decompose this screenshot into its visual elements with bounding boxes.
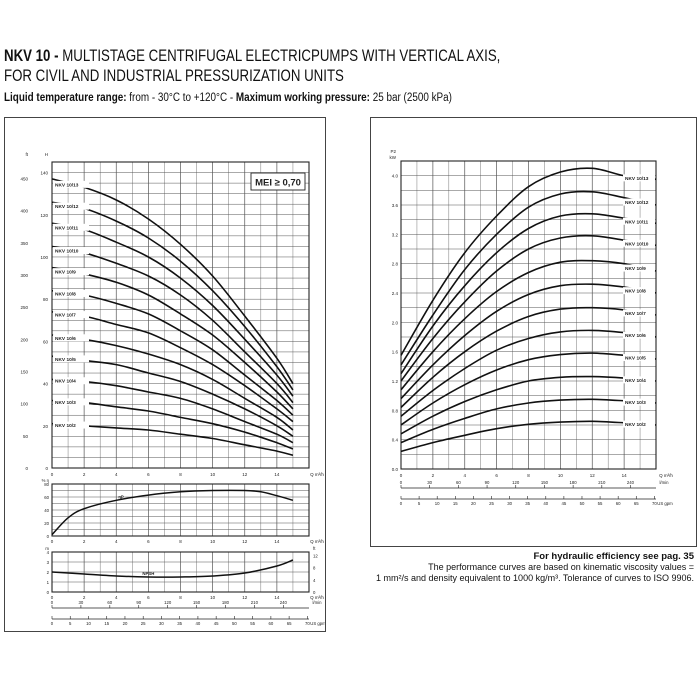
head-x-tick: 12 (242, 472, 248, 477)
head-y-tick: 140 (40, 170, 48, 176)
lmin-tick: 30 (427, 480, 433, 485)
usgpm-tick: 30 (507, 501, 512, 506)
head-ft-tick: 150 (20, 369, 28, 375)
head-ft-tick: 300 (20, 273, 28, 279)
head-x-label: Q m³/h (310, 472, 324, 477)
npsh-y-tick: 4 (46, 550, 49, 555)
npsh-x-tick: 8 (179, 595, 182, 600)
npsh-y-tick: 3 (46, 560, 49, 565)
efficiency-reference: For hydraulic efficiency see pag. 35 (533, 551, 694, 562)
power-y-tick: 0.8 (391, 408, 398, 414)
power-y-tick: 0.4 (391, 437, 398, 443)
head-ft-tick: 250 (20, 305, 28, 311)
npsh-x-tick: 2 (82, 595, 86, 600)
power-y-tick: 3.6 (391, 203, 398, 208)
eff-x-tick: 14 (274, 539, 280, 544)
power-x-label: Q m³/h (659, 473, 673, 478)
usgpm-tick: 5 (417, 501, 421, 506)
power-y-tick: 4.0 (391, 173, 398, 179)
lmin-tick: 240 (626, 480, 635, 485)
lmin-tick: 90 (136, 600, 142, 605)
npsh-y-tick: 2 (46, 570, 49, 575)
npsh-series-label: NPSH (142, 571, 155, 576)
power-x-tick: 4 (463, 473, 467, 478)
head-series-label: NKV 10/11 (55, 226, 79, 232)
power-y-tick: 1.2 (391, 379, 398, 384)
lmin-tick: 180 (221, 600, 230, 605)
power-series-label: NKV 10/2 (625, 423, 646, 429)
usgpm-unit: US gpm (310, 621, 325, 626)
npsh-x-tick: 0 (50, 595, 54, 600)
power-x-tick: 0 (399, 473, 403, 478)
eff-y-tick: 0 (46, 534, 49, 539)
power-x-tick: 12 (589, 473, 595, 478)
eff-x-tick: 0 (50, 539, 54, 544)
eff-x-tick: 12 (242, 539, 248, 544)
notes-block (376, 551, 694, 584)
eff-x-tick: 6 (147, 539, 150, 544)
usgpm-tick: 65 (286, 621, 292, 626)
usgpm-tick: 35 (177, 621, 183, 626)
head-series-label: NKV 10/2 (55, 424, 76, 430)
power-x-tick: 8 (527, 473, 530, 478)
lmin-tick: 150 (540, 480, 549, 485)
lmin-tick: 120 (512, 480, 520, 485)
lmin-tick: 210 (250, 600, 258, 605)
npsh-y2-label: ft (313, 546, 316, 551)
eff-x-tick: 4 (114, 539, 118, 544)
eff-y-tick: 60 (44, 495, 49, 500)
eff-series-label: ηP (118, 494, 124, 500)
usgpm-tick: 25 (489, 501, 494, 506)
usgpm-tick: 55 (250, 621, 256, 626)
npsh-ft-tick: 8 (313, 565, 316, 571)
head-ft-tick: 350 (20, 240, 28, 246)
head-series-label: NKV 10/3 (55, 400, 76, 406)
head-series-label: NKV 10/4 (55, 379, 76, 385)
head-series-label: NKV 10/13 (55, 183, 79, 189)
usgpm-tick: 40 (195, 621, 201, 626)
eff-x-tick: 2 (82, 539, 86, 544)
usgpm-tick: 10 (434, 501, 440, 506)
usgpm-tick: 15 (104, 621, 110, 626)
temp-label: Liquid temperature range: (4, 92, 127, 104)
note-line2: 1 mm²/s and density equivalent to 1000 kg/m³. Tolerance of curves to ISO 9906. (375, 573, 694, 583)
head-y2-label: ft (25, 152, 28, 157)
model-name: NKV 10 (4, 46, 51, 65)
npsh-ft-tick: 12 (313, 553, 318, 559)
power-y-tick: 1.6 (391, 349, 398, 355)
eff-x-tick: 8 (179, 539, 182, 544)
title-dash: - (50, 46, 63, 65)
usgpm-tick: 10 (86, 621, 91, 626)
lmin-tick: 210 (598, 480, 606, 485)
lmin-tick: 60 (455, 480, 461, 485)
lmin-tick: 180 (569, 480, 577, 485)
head-ft-tick: 100 (20, 401, 28, 407)
eff-y-tick: 20 (44, 521, 49, 526)
head-y-label: H (44, 152, 48, 157)
npsh-x-tick: 10 (210, 595, 216, 600)
note-line1: The performance curves are based on kinematic viscosity values = (428, 562, 694, 572)
power-y-tick: 2.4 (391, 291, 398, 296)
mei-badge: MEI ≥ 0,70 (255, 177, 301, 189)
usgpm-tick: 55 (597, 501, 603, 506)
head-series-label: NKV 10/6 (55, 336, 76, 342)
usgpm-tick: 65 (633, 501, 639, 506)
pressure-label: Maximum working pressure: (235, 92, 370, 104)
power-series-label: NKV 10/12 (625, 201, 649, 207)
power-x-tick: 10 (557, 473, 563, 478)
head-ft-tick: 0 (25, 466, 28, 471)
head-ft-tick: 400 (20, 208, 28, 214)
head-x-tick: 8 (179, 472, 182, 477)
npsh-x-tick: 6 (147, 595, 150, 600)
lmin-tick: 240 (279, 600, 287, 605)
usgpm-tick: 70 (304, 621, 310, 626)
pressure-value: 25 bar (2500 kPa) (369, 92, 452, 104)
lmin-tick: 60 (107, 600, 113, 605)
power-y-label: P2 (390, 149, 396, 154)
usgpm-tick: 0 (399, 501, 403, 506)
head-y-tick: 100 (40, 254, 48, 260)
title-line1: MULTISTAGE CENTRIFUGAL ELECTRICPUMPS WITH VERTICAL AXIS, (62, 46, 501, 65)
npsh-x-tick: 14 (274, 595, 280, 600)
power-x-tick: 2 (431, 473, 435, 478)
power-series-label: NKV 10/5 (625, 356, 646, 362)
head-x-tick: 10 (210, 472, 216, 477)
usgpm-tick: 30 (159, 621, 164, 626)
power-series-label: NKV 10/9 (625, 267, 646, 273)
power-series-label: NKV 10/11 (625, 220, 649, 226)
power-series-label: NKV 10/8 (625, 289, 646, 295)
head-y-tick: 40 (42, 381, 48, 387)
head-x-tick: 0 (50, 472, 54, 477)
spec-line (4, 92, 452, 104)
head-ft-tick: 450 (20, 176, 28, 182)
npsh-curve (52, 560, 293, 577)
right-chart-panel (370, 117, 697, 547)
lmin-tick: 0 (50, 600, 54, 605)
npsh-ft-tick: 4 (313, 577, 316, 583)
npsh-x-tick: 4 (114, 595, 118, 600)
usgpm-tick: 50 (579, 501, 585, 506)
npsh-y-tick: 0 (46, 590, 49, 595)
power-series-label: NKV 10/7 (625, 311, 646, 317)
head-x-tick: 4 (114, 472, 118, 477)
usgpm-tick: 5 (69, 621, 72, 626)
power-x-tick: 6 (495, 473, 498, 478)
usgpm-tick: 45 (213, 621, 219, 626)
usgpm-tick: 50 (232, 621, 237, 626)
power-chart-svg (371, 118, 696, 546)
power-y-tick: 0.0 (391, 467, 398, 472)
head-x-tick: 6 (147, 472, 150, 477)
usgpm-tick: 45 (561, 501, 567, 506)
usgpm-unit: US gpm (657, 501, 673, 506)
head-y-tick: 60 (42, 339, 48, 345)
usgpm-tick: 20 (122, 621, 128, 626)
head-y-tick: 20 (42, 423, 48, 429)
head-y-tick: 0 (45, 466, 48, 471)
npsh-y-label: m (45, 546, 49, 551)
eff-y-label: % η (41, 478, 49, 483)
lmin-unit: l/min (659, 480, 669, 485)
temp-value: from - 30°C to +120°C - (126, 92, 236, 104)
page-title (4, 46, 500, 86)
lmin-tick: 120 (164, 600, 172, 605)
npsh-ft-tick: 0 (313, 590, 316, 595)
usgpm-tick: 35 (525, 501, 531, 506)
power-y-tick: 2.8 (391, 261, 398, 267)
power-series-label: NKV 10/10 (625, 242, 649, 248)
head-series-label: NKV 10/5 (55, 357, 76, 363)
eff-x-label: Q m³/h (310, 539, 324, 544)
head-y-tick: 120 (40, 212, 48, 218)
lmin-tick: 30 (78, 600, 84, 605)
head-x-tick: 2 (82, 472, 86, 477)
usgpm-tick: 20 (471, 501, 476, 506)
usgpm-tick: 40 (543, 501, 549, 506)
usgpm-tick: 15 (452, 501, 458, 506)
power-y-tick: 3.2 (391, 232, 398, 238)
power-series-label: NKV 10/3 (625, 401, 646, 407)
eff-y-tick: 40 (44, 508, 49, 513)
npsh-y-tick: 1 (46, 580, 49, 585)
power-y-unit: kW (389, 155, 396, 160)
head-series-label: NKV 10/10 (55, 249, 79, 255)
head-ft-tick: 50 (22, 433, 28, 439)
head-series-label: NKV 10/12 (55, 205, 79, 211)
power-series-label: NKV 10/6 (625, 334, 646, 340)
usgpm-tick: 60 (268, 621, 274, 626)
head-series-label: NKV 10/9 (55, 270, 76, 276)
left-chart-panel (4, 117, 326, 632)
usgpm-tick: 25 (140, 621, 146, 626)
eff-y-tick: 80 (44, 482, 49, 487)
usgpm-tick: 70 (651, 501, 657, 506)
head-x-tick: 14 (274, 472, 280, 477)
usgpm-tick: 0 (50, 621, 54, 626)
lmin-tick: 150 (192, 600, 201, 605)
head-ft-tick: 200 (20, 337, 28, 343)
head-y-tick: 80 (42, 297, 48, 303)
head-series-label: NKV 10/7 (55, 313, 76, 319)
power-y-tick: 2.0 (391, 320, 398, 326)
lmin-tick: 90 (484, 480, 490, 485)
eff-x-tick: 10 (210, 539, 216, 544)
left-charts-svg (5, 118, 325, 631)
head-series-label: NKV 10/8 (55, 292, 76, 298)
power-x-tick: 14 (621, 473, 627, 478)
lmin-unit: l/min (312, 600, 322, 605)
power-series-label: NKV 10/4 (625, 378, 646, 384)
usgpm-tick: 60 (615, 501, 621, 506)
power-series-label: NKV 10/13 (625, 176, 649, 182)
npsh-x-label: Q m³/h (310, 595, 324, 600)
npsh-x-tick: 12 (242, 595, 248, 600)
lmin-tick: 0 (399, 480, 403, 485)
title-line2: FOR CIVIL AND INDUSTRIAL PRESSURIZATION UNITS (4, 66, 344, 85)
